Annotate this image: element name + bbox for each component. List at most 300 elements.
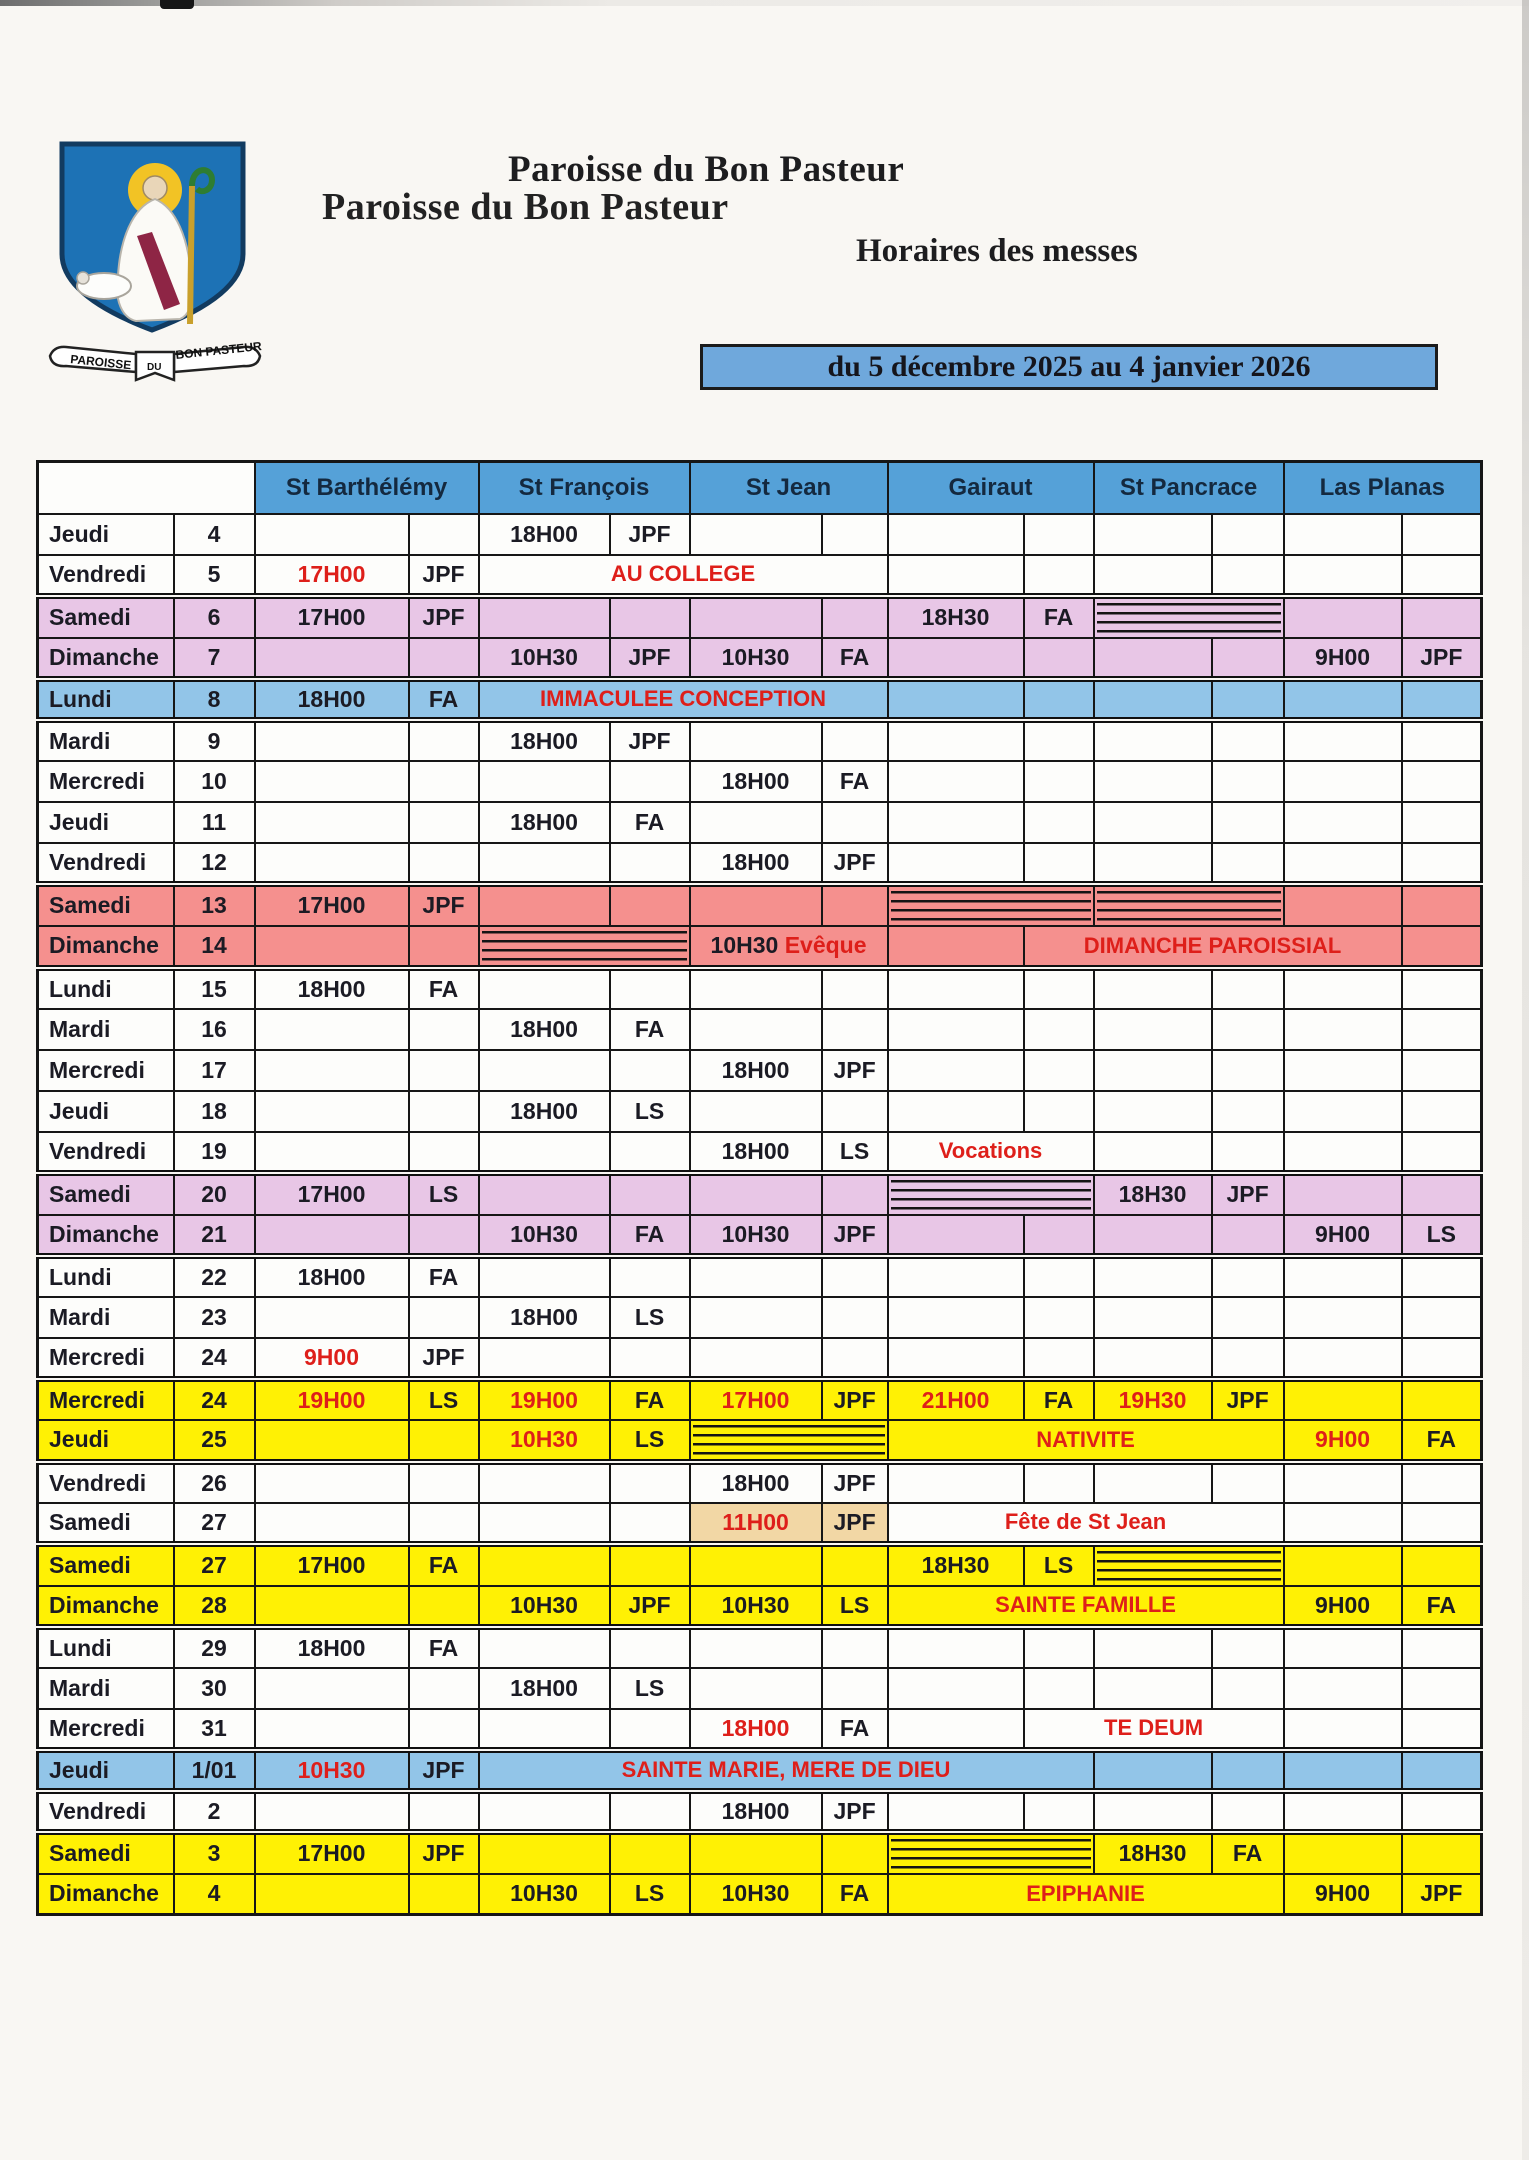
empty-cell <box>610 1791 690 1832</box>
empty-cell <box>255 1132 409 1173</box>
schedule-cell: FA <box>1402 1586 1482 1627</box>
empty-cell <box>255 1503 409 1544</box>
empty-cell <box>1094 1215 1212 1256</box>
schedule-cell: LS <box>610 1420 690 1462</box>
day-cell: Mardi <box>38 720 174 761</box>
schedule-cell: FA <box>1024 1379 1094 1420</box>
empty-cell <box>409 926 479 968</box>
empty-cell <box>610 1132 690 1173</box>
schedule-cell: JPF <box>409 555 479 596</box>
empty-cell <box>1094 1627 1212 1668</box>
empty-cell <box>1212 1668 1284 1709</box>
empty-cell <box>1024 1009 1094 1050</box>
schedule-cell: 17H00 <box>255 596 409 638</box>
date-cell: 4 <box>174 1874 255 1915</box>
empty-cell <box>822 1627 888 1668</box>
schedule-cell: 18H30 <box>1094 1173 1212 1215</box>
empty-cell <box>1094 638 1212 679</box>
schedule-row <box>38 1420 1482 1462</box>
empty-cell <box>1094 1791 1212 1832</box>
empty-cell <box>409 1462 479 1503</box>
schedule-cell: LS <box>1402 1215 1482 1256</box>
note-cell: Fête de St Jean <box>888 1503 1284 1544</box>
empty-cell <box>610 1256 690 1297</box>
day-cell: Dimanche <box>38 926 174 968</box>
empty-cell <box>1284 802 1402 843</box>
empty-cell <box>1024 1050 1094 1091</box>
empty-cell <box>1212 1791 1284 1832</box>
date-cell: 24 <box>174 1379 255 1420</box>
empty-cell <box>1212 761 1284 802</box>
day-cell: Jeudi <box>38 514 174 555</box>
empty-cell <box>888 1462 1024 1503</box>
empty-cell <box>888 1627 1024 1668</box>
empty-cell <box>255 1009 409 1050</box>
empty-cell <box>1024 638 1094 679</box>
empty-cell <box>1212 720 1284 761</box>
schedule-row <box>38 1338 1482 1379</box>
schedule-cell: JPF <box>1402 1874 1482 1915</box>
empty-cell <box>1024 1338 1094 1379</box>
schedule-cell: 18H00 <box>255 1627 409 1668</box>
schedule-cell: 17H00 <box>255 555 409 596</box>
empty-cell <box>1402 1791 1482 1832</box>
schedule-cell: FA <box>610 802 690 843</box>
schedule-cell: 9H00 <box>1284 1215 1402 1256</box>
empty-cell <box>1094 843 1212 884</box>
day-cell: Mercredi <box>38 1050 174 1091</box>
empty-cell <box>610 1544 690 1586</box>
scan-edge-artifact-right <box>1522 0 1529 2160</box>
empty-cell <box>1402 926 1482 968</box>
empty-cell <box>1284 843 1402 884</box>
empty-cell <box>1284 1709 1402 1750</box>
schedule-row <box>38 1462 1482 1503</box>
day-cell: Dimanche <box>38 1874 174 1915</box>
day-cell: Jeudi <box>38 1750 174 1791</box>
empty-cell <box>1024 555 1094 596</box>
empty-cell <box>888 1256 1024 1297</box>
schedule-cell: 18H00 <box>255 679 409 720</box>
empty-cell <box>1212 843 1284 884</box>
schedule-row <box>38 1832 1482 1874</box>
day-cell: Mardi <box>38 1668 174 1709</box>
crossed-out-cell <box>479 926 690 968</box>
date-cell: 18 <box>174 1091 255 1132</box>
schedule-cell: FA <box>610 1379 690 1420</box>
date-cell: 27 <box>174 1503 255 1544</box>
table-header <box>38 462 1482 514</box>
date-cell: 15 <box>174 968 255 1009</box>
day-cell: Vendredi <box>38 1791 174 1832</box>
schedule-cell: 10H30 <box>479 1586 610 1627</box>
schedule-cell: JPF <box>409 596 479 638</box>
crossed-out-cell <box>888 1173 1094 1215</box>
empty-cell <box>409 1297 479 1338</box>
day-cell: Dimanche <box>38 1215 174 1256</box>
empty-cell <box>1402 1709 1482 1750</box>
empty-cell <box>888 968 1024 1009</box>
empty-cell <box>409 1586 479 1627</box>
empty-cell <box>1402 1091 1482 1132</box>
empty-cell <box>610 1173 690 1215</box>
ribbon-text-right: BON PASTEUR <box>174 339 263 362</box>
empty-cell <box>1284 1750 1402 1791</box>
empty-cell <box>610 968 690 1009</box>
empty-cell <box>888 1791 1024 1832</box>
empty-cell <box>1284 1627 1402 1668</box>
schedule-cell: 19H00 <box>479 1379 610 1420</box>
empty-cell <box>1284 1173 1402 1215</box>
empty-cell <box>255 802 409 843</box>
empty-cell <box>1094 1132 1212 1173</box>
date-cell: 10 <box>174 761 255 802</box>
schedule-cell: JPF <box>822 1462 888 1503</box>
empty-cell <box>255 1462 409 1503</box>
empty-cell <box>479 1544 610 1586</box>
schedule-row <box>38 968 1482 1009</box>
schedule-cell: 18H00 <box>690 843 822 884</box>
day-cell: Mardi <box>38 1297 174 1338</box>
schedule-row <box>38 843 1482 884</box>
empty-cell <box>479 1709 610 1750</box>
empty-cell <box>255 514 409 555</box>
empty-cell <box>1284 1050 1402 1091</box>
empty-cell <box>1024 1462 1094 1503</box>
crossed-out-cell <box>888 884 1094 926</box>
date-cell: 16 <box>174 1009 255 1050</box>
page-subtitle: Horaires des messes <box>856 233 1138 269</box>
empty-cell <box>610 1627 690 1668</box>
empty-cell <box>822 1009 888 1050</box>
note-cell: SAINTE MARIE, MERE DE DIEU <box>479 1750 1094 1791</box>
schedule-cell: FA <box>822 1709 888 1750</box>
empty-cell <box>479 1503 610 1544</box>
schedule-cell: 18H00 <box>690 1132 822 1173</box>
empty-cell <box>1402 1832 1482 1874</box>
shepherd-head <box>143 176 167 200</box>
date-cell: 9 <box>174 720 255 761</box>
empty-cell <box>1402 555 1482 596</box>
day-cell: Mercredi <box>38 1709 174 1750</box>
schedule-cell: 9H00 <box>255 1338 409 1379</box>
day-cell: Samedi <box>38 884 174 926</box>
schedule-cell: JPF <box>822 1791 888 1832</box>
schedule-cell: FA <box>822 638 888 679</box>
date-cell: 20 <box>174 1173 255 1215</box>
schedule-cell: 18H00 <box>479 720 610 761</box>
schedule-row <box>38 884 1482 926</box>
schedule-row <box>38 1544 1482 1586</box>
empty-cell <box>1094 1338 1212 1379</box>
schedule-row <box>38 1132 1482 1173</box>
date-cell: 19 <box>174 1132 255 1173</box>
sheep-head <box>77 272 89 284</box>
day-cell: Mardi <box>38 1009 174 1050</box>
empty-cell <box>1284 720 1402 761</box>
empty-cell <box>690 884 822 926</box>
day-cell: Mercredi <box>38 1338 174 1379</box>
empty-cell <box>409 1215 479 1256</box>
day-cell: Vendredi <box>38 555 174 596</box>
empty-cell <box>255 1709 409 1750</box>
empty-cell <box>888 638 1024 679</box>
empty-cell <box>822 1256 888 1297</box>
empty-cell <box>610 884 690 926</box>
empty-cell <box>1284 1256 1402 1297</box>
schedule-row <box>38 1091 1482 1132</box>
schedule-cell: 18H00 <box>479 1297 610 1338</box>
schedule-cell: JPF <box>822 1503 888 1544</box>
schedule-cell: LS <box>822 1132 888 1173</box>
date-cell: 23 <box>174 1297 255 1338</box>
schedule-cell: JPF <box>610 720 690 761</box>
empty-cell <box>479 761 610 802</box>
empty-cell <box>1284 1832 1402 1874</box>
empty-cell <box>1402 1544 1482 1586</box>
empty-cell <box>1402 1050 1482 1091</box>
empty-cell <box>1284 1132 1402 1173</box>
empty-cell <box>1024 1091 1094 1132</box>
schedule-cell: 18H00 <box>479 1668 610 1709</box>
schedule-row <box>38 1874 1482 1915</box>
empty-cell <box>1212 1627 1284 1668</box>
date-cell: 28 <box>174 1586 255 1627</box>
date-cell: 1/01 <box>174 1750 255 1791</box>
empty-cell <box>1094 514 1212 555</box>
empty-cell <box>479 1462 610 1503</box>
schedule-cell: 17H00 <box>255 1544 409 1586</box>
note-cell: DIMANCHE PAROISSIAL <box>1024 926 1402 968</box>
empty-cell <box>1024 514 1094 555</box>
schedule-cell: LS <box>610 1297 690 1338</box>
schedule-cell: 18H00 <box>479 1091 610 1132</box>
empty-cell <box>479 1832 610 1874</box>
empty-cell <box>1024 720 1094 761</box>
empty-cell <box>1284 1009 1402 1050</box>
empty-cell <box>1402 884 1482 926</box>
schedule-cell: 10H30 <box>690 1215 822 1256</box>
date-cell: 4 <box>174 514 255 555</box>
empty-cell <box>610 596 690 638</box>
empty-cell <box>479 1050 610 1091</box>
date-cell: 7 <box>174 638 255 679</box>
empty-cell <box>479 1132 610 1173</box>
empty-cell <box>1212 802 1284 843</box>
schedule-cell: FA <box>409 1627 479 1668</box>
day-cell: Lundi <box>38 968 174 1009</box>
schedule-cell: JPF <box>409 1750 479 1791</box>
church-header-3: St Jean <box>690 462 888 514</box>
empty-cell <box>255 1586 409 1627</box>
schedule-cell: 17H00 <box>255 1832 409 1874</box>
date-cell: 29 <box>174 1627 255 1668</box>
schedule-cell: 10H30 <box>479 1874 610 1915</box>
empty-cell <box>479 1791 610 1832</box>
schedule-cell: 10H30 <box>690 638 822 679</box>
ribbon-text-left: PAROISSE <box>69 352 132 373</box>
empty-cell <box>1402 1256 1482 1297</box>
schedule-cell: 18H00 <box>479 802 610 843</box>
day-date-header <box>38 462 255 514</box>
day-cell: Mercredi <box>38 1379 174 1420</box>
scan-blob-artifact <box>160 0 194 9</box>
schedule-cell: 9H00 <box>1284 1586 1402 1627</box>
schedule-cell: LS <box>409 1379 479 1420</box>
day-cell: Dimanche <box>38 638 174 679</box>
empty-cell <box>690 1338 822 1379</box>
schedule-cell: JPF <box>610 1586 690 1627</box>
empty-cell <box>1094 1668 1212 1709</box>
empty-cell <box>690 720 822 761</box>
empty-cell <box>1212 1256 1284 1297</box>
empty-cell <box>822 968 888 1009</box>
empty-cell <box>1094 555 1212 596</box>
schedule-row <box>38 1503 1482 1544</box>
empty-cell <box>255 1791 409 1832</box>
crossed-out-cell <box>888 1832 1094 1874</box>
schedule-cell: FA <box>610 1215 690 1256</box>
church-header-4: Gairaut <box>888 462 1094 514</box>
shepherd-staff <box>190 186 192 324</box>
schedule-cell: LS <box>610 1091 690 1132</box>
note-cell: AU COLLEGE <box>479 555 888 596</box>
schedule-row <box>38 761 1482 802</box>
empty-cell <box>690 1544 822 1586</box>
empty-cell <box>1094 1462 1212 1503</box>
schedule-cell: JPF <box>409 884 479 926</box>
date-cell: 24 <box>174 1338 255 1379</box>
schedule-row <box>38 514 1482 555</box>
empty-cell <box>1212 555 1284 596</box>
empty-cell <box>822 514 888 555</box>
empty-cell <box>888 1215 1024 1256</box>
empty-cell <box>1284 884 1402 926</box>
empty-cell <box>1212 679 1284 720</box>
empty-cell <box>690 1173 822 1215</box>
empty-cell <box>822 1173 888 1215</box>
date-cell: 6 <box>174 596 255 638</box>
empty-cell <box>409 638 479 679</box>
empty-cell <box>479 1338 610 1379</box>
schedule-cell: 18H00 <box>255 1256 409 1297</box>
schedule-row <box>38 1586 1482 1627</box>
empty-cell <box>409 1668 479 1709</box>
empty-cell <box>255 926 409 968</box>
date-cell: 12 <box>174 843 255 884</box>
schedule-cell: JPF <box>1212 1173 1284 1215</box>
empty-cell <box>888 720 1024 761</box>
empty-cell <box>1212 1338 1284 1379</box>
empty-cell <box>479 1627 610 1668</box>
empty-cell <box>888 802 1024 843</box>
empty-cell <box>1284 1379 1402 1420</box>
date-cell: 11 <box>174 802 255 843</box>
empty-cell <box>888 1338 1024 1379</box>
empty-cell <box>409 720 479 761</box>
schedule-row <box>38 1791 1482 1832</box>
date-cell: 30 <box>174 1668 255 1709</box>
empty-cell <box>1402 802 1482 843</box>
empty-cell <box>690 1627 822 1668</box>
empty-cell <box>1284 514 1402 555</box>
empty-cell <box>888 761 1024 802</box>
schedule-cell: 18H00 <box>479 514 610 555</box>
day-cell: Dimanche <box>38 1586 174 1627</box>
schedule-cell: FA <box>822 1874 888 1915</box>
page-title-ghost: Paroisse du Bon Pasteur <box>322 186 729 228</box>
empty-cell <box>610 761 690 802</box>
schedule-table <box>36 460 1483 1916</box>
day-cell: Jeudi <box>38 802 174 843</box>
empty-cell <box>1024 802 1094 843</box>
empty-cell <box>822 596 888 638</box>
empty-cell <box>1024 1256 1094 1297</box>
empty-cell <box>1094 1297 1212 1338</box>
empty-cell <box>1284 1297 1402 1338</box>
empty-cell <box>255 1420 409 1462</box>
empty-cell <box>1284 1338 1402 1379</box>
empty-cell <box>1284 1091 1402 1132</box>
empty-cell <box>1284 1791 1402 1832</box>
note-cell: IMMACULEE CONCEPTION <box>479 679 888 720</box>
empty-cell <box>822 1297 888 1338</box>
empty-cell <box>409 843 479 884</box>
church-header-5: St Pancrace <box>1094 462 1284 514</box>
empty-cell <box>1212 1462 1284 1503</box>
empty-cell <box>1094 1009 1212 1050</box>
note-cell: NATIVITE <box>888 1420 1284 1462</box>
schedule-cell: 11H00 <box>690 1503 822 1544</box>
empty-cell <box>255 1297 409 1338</box>
empty-cell <box>610 1462 690 1503</box>
empty-cell <box>1094 679 1212 720</box>
schedule-cell: 19H30 <box>1094 1379 1212 1420</box>
date-cell: 27 <box>174 1544 255 1586</box>
schedule-cell: LS <box>610 1874 690 1915</box>
schedule-row <box>38 1256 1482 1297</box>
empty-cell <box>610 1338 690 1379</box>
empty-cell <box>1402 1297 1482 1338</box>
empty-cell <box>479 968 610 1009</box>
schedule-cell: 10H30 <box>255 1750 409 1791</box>
schedule-cell: 17H00 <box>690 1379 822 1420</box>
schedule-cell: 18H00 <box>479 1009 610 1050</box>
empty-cell <box>1402 596 1482 638</box>
schedule-cell: 18H00 <box>690 1709 822 1750</box>
empty-cell <box>1402 720 1482 761</box>
date-cell: 21 <box>174 1215 255 1256</box>
schedule-row <box>38 1215 1482 1256</box>
schedule-cell: 10H30 <box>690 1874 822 1915</box>
empty-cell <box>822 1091 888 1132</box>
schedule-cell: 18H00 <box>690 1791 822 1832</box>
day-cell: Samedi <box>38 1503 174 1544</box>
empty-cell <box>1212 1091 1284 1132</box>
schedule-cell: 10H30 Evêque <box>690 926 888 968</box>
schedule-row <box>38 1668 1482 1709</box>
crossed-out-cell <box>1094 596 1284 638</box>
page-title: Paroisse du Bon Pasteur <box>508 149 905 190</box>
empty-cell <box>479 1173 610 1215</box>
empty-cell <box>409 1420 479 1462</box>
empty-cell <box>1402 761 1482 802</box>
schedule-cell: 17H00 <box>255 1173 409 1215</box>
empty-cell <box>1284 761 1402 802</box>
empty-cell <box>1024 761 1094 802</box>
empty-cell <box>888 843 1024 884</box>
empty-cell <box>690 596 822 638</box>
